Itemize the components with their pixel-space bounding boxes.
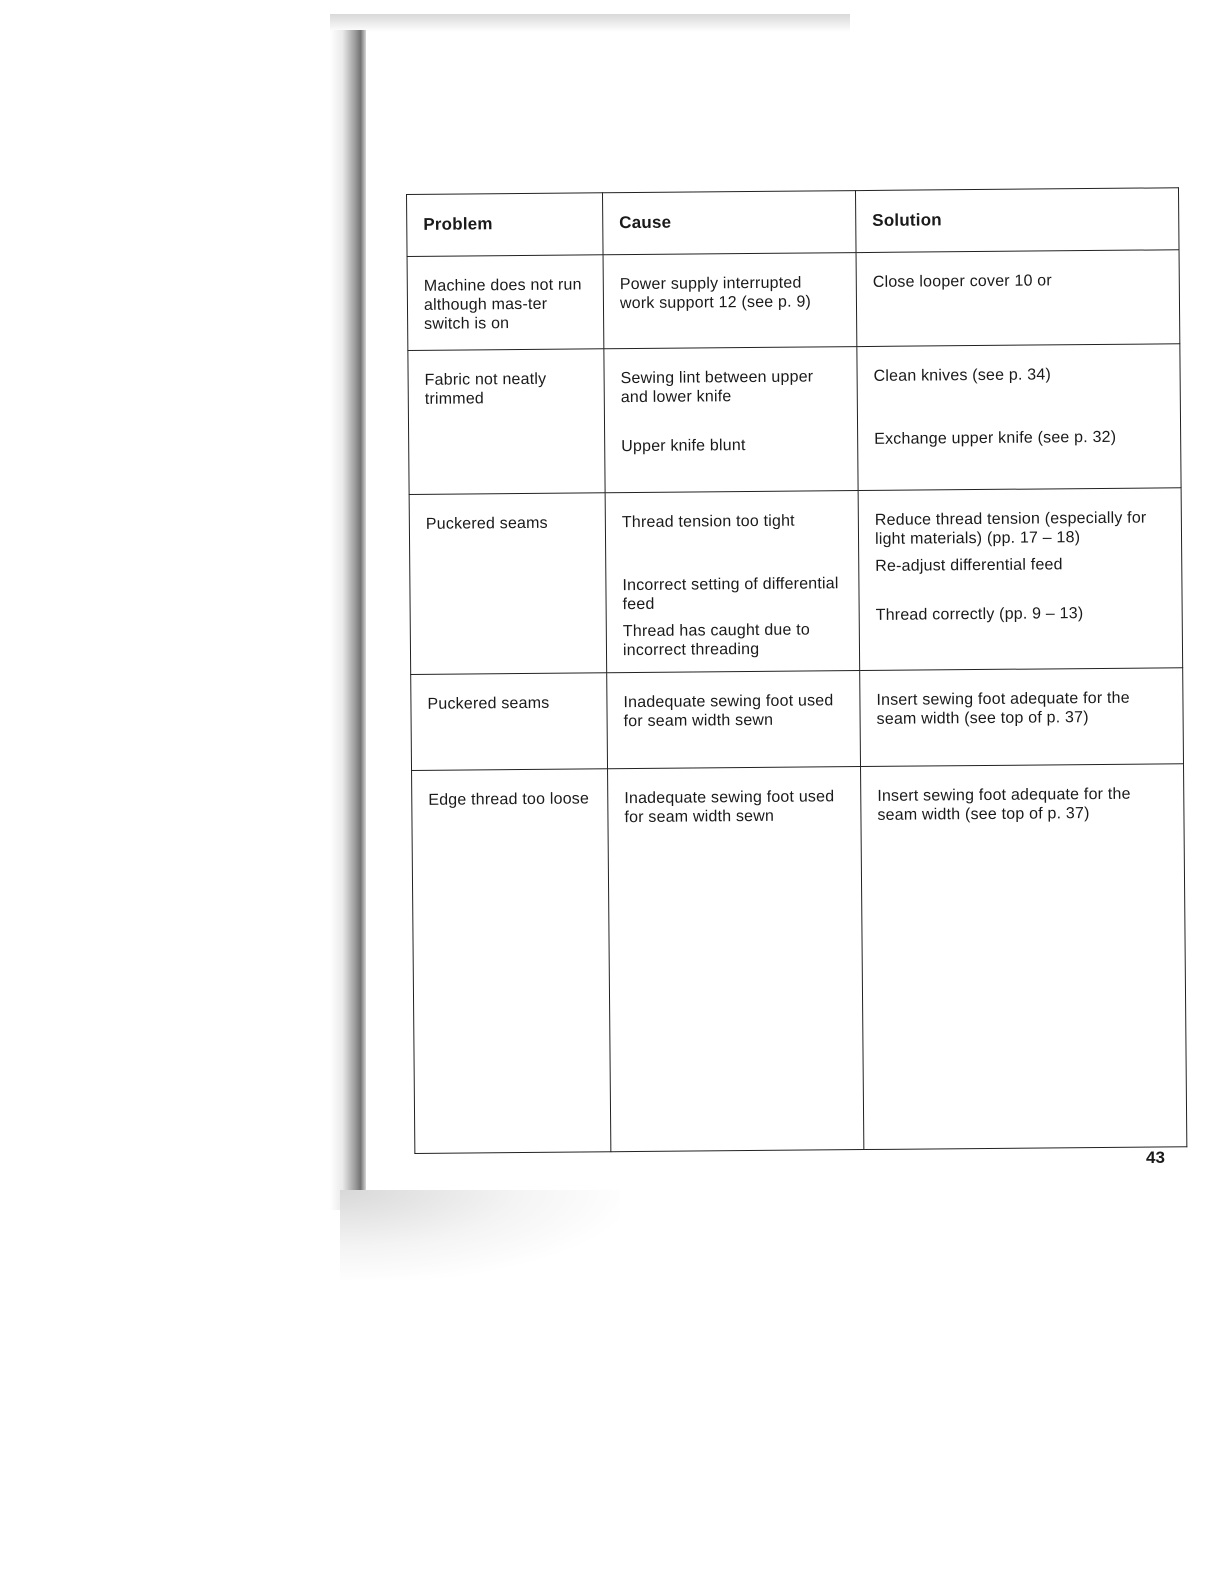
- solution-cell: [861, 764, 1187, 1150]
- problem-cell: [407, 255, 604, 351]
- cause-cell: [607, 671, 861, 769]
- problem-text: Puckered seams: [427, 694, 550, 713]
- problem-cell: [412, 769, 611, 1154]
- scan-bottom-shadow: [340, 1190, 620, 1280]
- cause-text: Upper knife blunt: [621, 437, 746, 456]
- table-row: [407, 250, 1180, 351]
- cause-text: Inadequate sewing foot used for seam width sewn: [623, 692, 834, 731]
- header-problem: Problem: [407, 193, 604, 257]
- troubleshooting-table: [406, 187, 1187, 1154]
- problem-text: Machine does not run although mas-ter switch is on: [423, 276, 582, 333]
- scan-binding-edge: [330, 30, 366, 1210]
- solution-cell: [857, 344, 1181, 491]
- scan-top-shadow: [330, 14, 850, 32]
- solution-cell: [860, 668, 1184, 767]
- cause-text: Thread tension too tight: [621, 512, 795, 532]
- problem-cell: [408, 349, 605, 495]
- table-header-row: [407, 188, 1180, 257]
- problem-cell: [411, 673, 608, 771]
- solution-text: Insert sewing foot adequate for the seam width (see top of p. 37): [877, 785, 1131, 824]
- cause-text: Power supply interrupted work support 12 (see p. 9): [619, 274, 812, 313]
- cause-cell: [605, 491, 860, 673]
- cause-text: Sewing lint between upper and lower knife: [620, 368, 814, 407]
- cause-cell: [608, 767, 864, 1152]
- problem-text: Fabric not neatly trimmed: [424, 370, 547, 408]
- troubleshooting-table-container: [406, 187, 1186, 1154]
- problem-text: Puckered seams: [425, 514, 548, 533]
- solution-text: Clean knives (see p. 34): [873, 366, 1052, 385]
- problem-text: Edge thread too loose: [428, 790, 590, 809]
- solution-text: Thread correctly (pp. 9 – 13): [875, 605, 1084, 624]
- cause-cell: [603, 253, 857, 349]
- cause-text: Incorrect setting of differential feed: [622, 575, 839, 614]
- solution-text: Close looper cover 10 or: [872, 272, 1052, 291]
- header-cause: Cause: [602, 191, 856, 255]
- cause-cell: [604, 347, 858, 493]
- problem-cell: [409, 493, 607, 675]
- solution-text: Insert sewing foot adequate for the seam width (see top of p. 37): [876, 689, 1130, 728]
- page-number: 43: [1146, 1148, 1165, 1167]
- cause-text: Inadequate sewing foot used for seam width sewn: [624, 788, 835, 827]
- table-row: [411, 668, 1184, 771]
- solution-text: Reduce thread tension (especially for light materials) (pp. 17 – 18): [874, 509, 1147, 548]
- solution-text: Exchange upper knife (see p. 32): [874, 428, 1117, 448]
- solution-cell: [858, 488, 1183, 671]
- cause-text: Thread has caught due to incorrect threading: [622, 621, 811, 660]
- solution-text: Re-adjust differential feed: [875, 556, 1063, 575]
- solution-cell: [856, 250, 1180, 347]
- table-row: [408, 344, 1181, 495]
- table-row: [412, 764, 1187, 1154]
- table-row: [409, 488, 1183, 675]
- header-solution: Solution: [855, 188, 1179, 253]
